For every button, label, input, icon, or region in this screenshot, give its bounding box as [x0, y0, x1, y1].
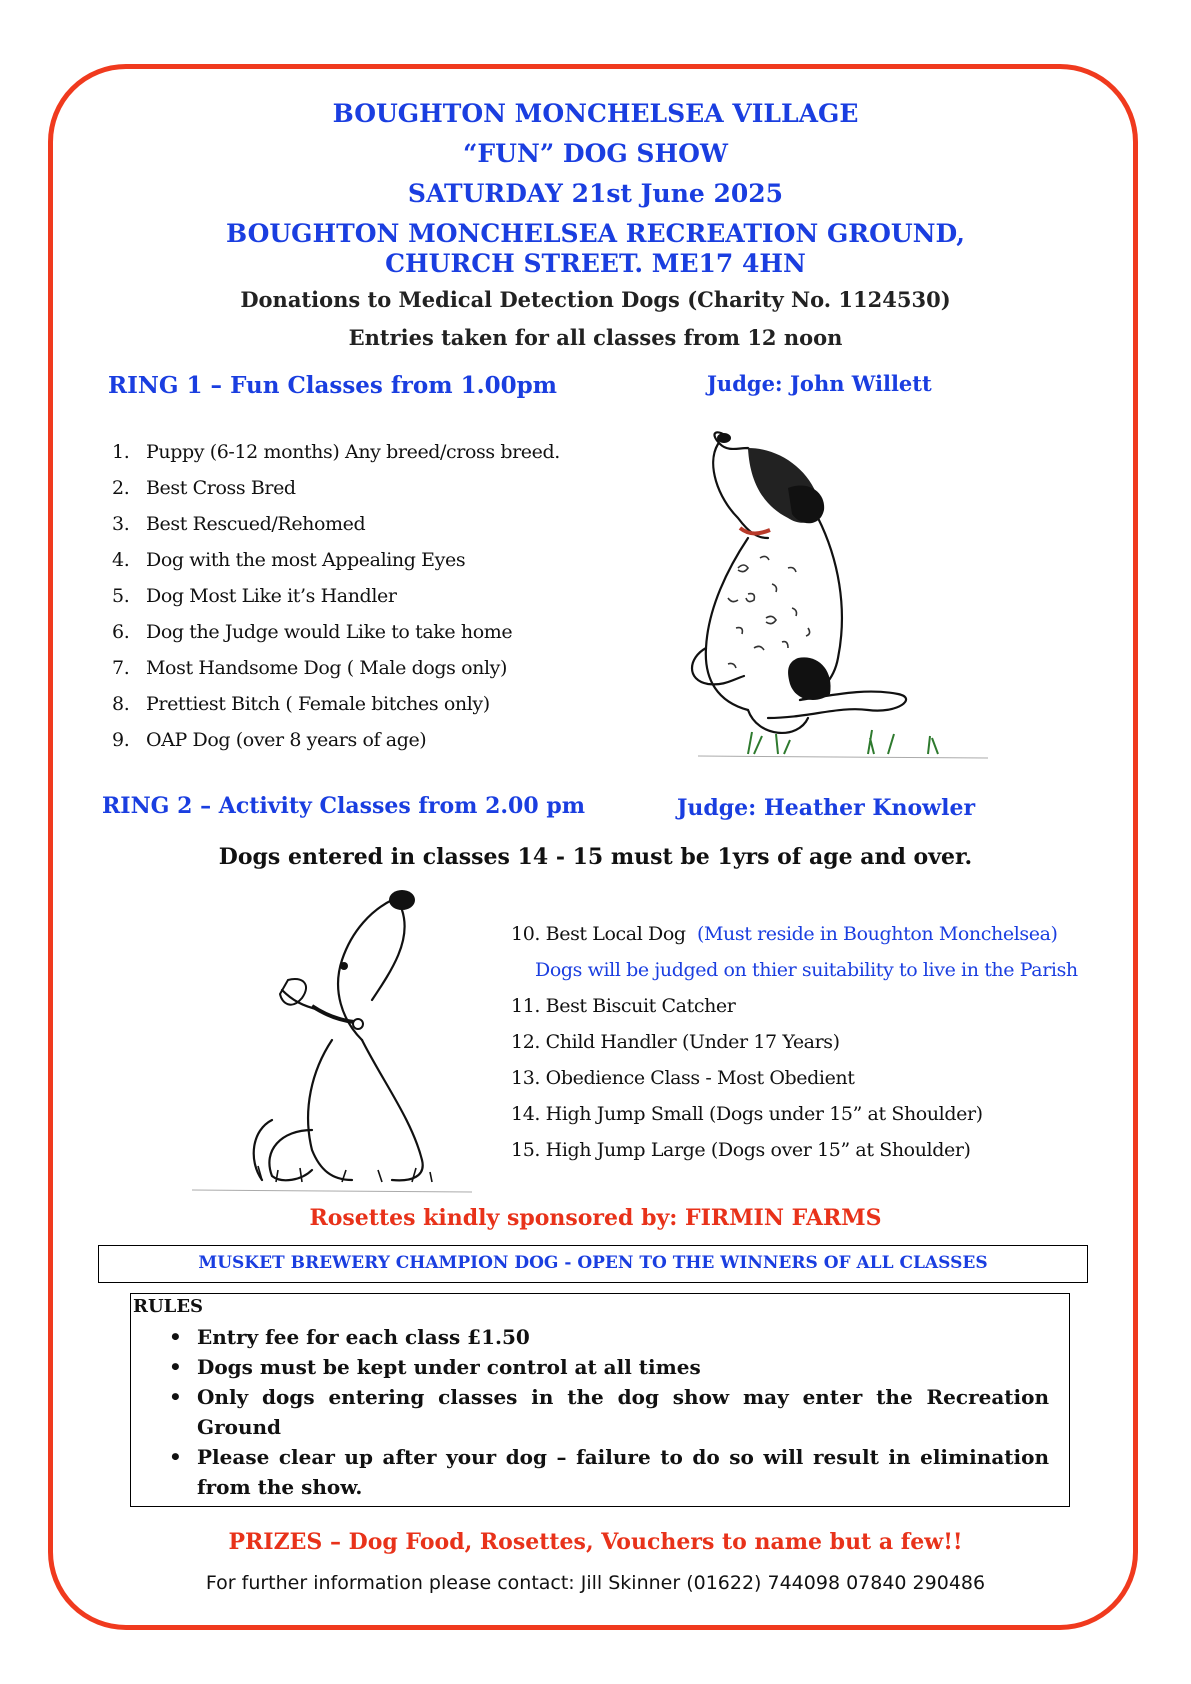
sitting-dog-illustration — [192, 880, 492, 1210]
spotted-dog-illustration — [688, 418, 1008, 778]
list-item: 3. Best Rescued/Rehomed — [112, 513, 366, 535]
list-item: 9. OAP Dog (over 8 years of age) — [112, 729, 427, 751]
ring1-judge: Judge: John Willett — [707, 371, 932, 396]
rules-box — [130, 1293, 1070, 1507]
header-village: BOUGHTON MONCHELSEA VILLAGE — [332, 99, 859, 128]
sponsor-text: Rosettes kindly sponsored by: FIRMIN FARMS — [309, 1205, 882, 1231]
champion-dog-banner: MUSKET BREWERY CHAMPION DOG - OPEN TO THE WINNERS OF ALL CLASSES — [98, 1245, 1088, 1283]
list-item: 14. High Jump Small (Dogs under 15” at Shoulder) — [511, 1103, 983, 1125]
list-item: • Please clear up after your dog – failure to do so will result in elimination from the show. — [169, 1445, 1049, 1499]
list-item: 4. Dog with the most Appealing Eyes — [112, 549, 466, 571]
ring2-class-10-note: Dogs will be judged on thier suitability to live in the Parish — [535, 959, 1078, 981]
list-item: 11. Best Biscuit Catcher — [511, 995, 736, 1017]
ring2-class-10: 10. Best Local Dog (Must reside in Boughton Monchelsea) — [511, 923, 1058, 945]
header-address: CHURCH STREET. ME17 4HN — [385, 249, 806, 278]
list-item: 5. Dog Most Like it’s Handler — [112, 585, 397, 607]
list-item: • Entry fee for each class £1.50 — [169, 1325, 530, 1349]
ring2-age-note: Dogs entered in classes 14 - 15 must be 1yrs of age and over. — [218, 844, 973, 870]
ring2-title: RING 2 – Activity Classes from 2.00 pm — [102, 793, 585, 819]
ring2-judge: Judge: Heather Knowler — [677, 795, 976, 821]
list-item: • Dogs must be kept under control at all times — [169, 1355, 701, 1379]
rules-title: RULES — [133, 1296, 204, 1317]
ring1-title: RING 1 – Fun Classes from 1.00pm — [108, 372, 558, 399]
header-venue: BOUGHTON MONCHELSEA RECREATION GROUND, — [225, 219, 965, 248]
donations-text: Donations to Medical Detection Dogs (Charity No. 1124530) — [240, 287, 951, 312]
ring1-class-list — [112, 434, 560, 758]
header-show-name: “FUN” DOG SHOW — [463, 139, 728, 168]
rules-list — [159, 1322, 1049, 1502]
list-item: 13. Obedience Class - Most Obedient — [511, 1067, 855, 1089]
list-item: 6. Dog the Judge would Like to take home — [112, 621, 513, 643]
list-item: 15. High Jump Large (Dogs over 15” at Shoulder) — [511, 1139, 971, 1161]
list-item: 8. Prettiest Bitch ( Female bitches only) — [112, 693, 490, 715]
list-item: 7. Most Handsome Dog ( Male dogs only) — [112, 657, 508, 679]
list-item: 2. Best Cross Bred — [112, 477, 296, 499]
list-item: 1. Puppy (6-12 months) Any breed/cross breed. — [112, 441, 560, 463]
contact-info: For further information please contact: Jill Skinner (01622) 744098 07840 290486 — [205, 1572, 986, 1594]
list-item: 12. Child Handler (Under 17 Years) — [511, 1031, 840, 1053]
header-date: SATURDAY 21st June 2025 — [407, 179, 784, 208]
prizes-text: PRIZES – Dog Food, Rosettes, Vouchers to name but a few!! — [228, 1529, 963, 1555]
ring2-class-list — [511, 988, 983, 1168]
list-item: • Only dogs entering classes in the dog show may enter the Recreation Ground — [169, 1385, 1049, 1439]
entries-text: Entries taken for all classes from 12 noon — [348, 325, 843, 350]
